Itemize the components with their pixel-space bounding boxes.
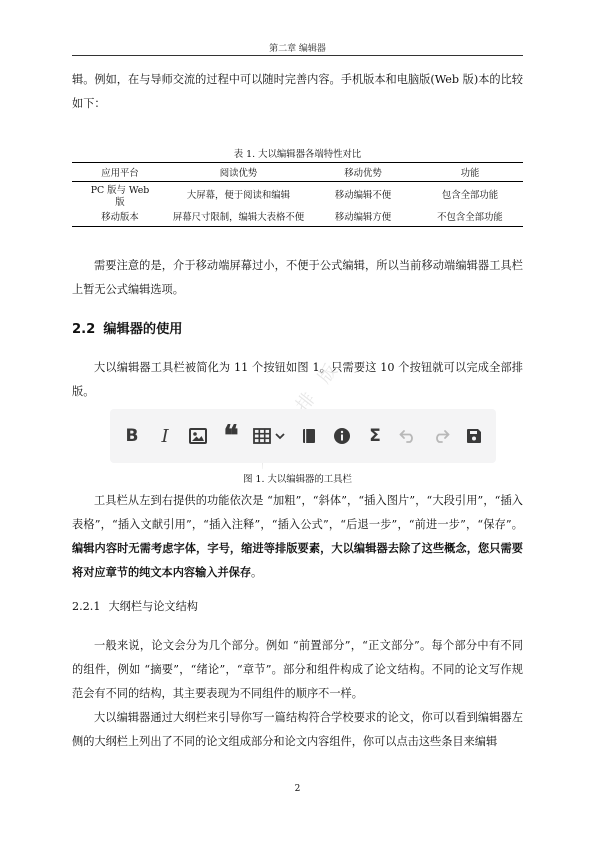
running-header: 第二章 编辑器 [269, 44, 326, 54]
table-header-cell: 移动优势 [309, 163, 417, 182]
paragraph-continuation: 辑。例如，在与导师交流的过程中可以随时完善内容。手机版本和电脑版(Web 版)本的比较如下： [72, 73, 523, 110]
paragraph-mobile-note: 需要注意的是，介于移动端屏幕过小，不便于公式编辑，所以当前移动端编辑器工具栏上暂无公式编辑选项。 [72, 259, 523, 296]
sigma-icon: Σ [369, 426, 381, 446]
italic-icon: I [161, 425, 169, 447]
save-icon [466, 428, 482, 444]
section-number: 2.2 [72, 322, 96, 337]
section-heading-2-2-1 [72, 598, 198, 614]
redo-button[interactable] [429, 424, 453, 448]
undo-button[interactable] [396, 424, 420, 448]
bold-icon: B [125, 426, 139, 446]
image-icon [189, 428, 207, 444]
table-cell: 移动编辑不便 [334, 190, 392, 201]
table-icon [253, 428, 287, 444]
table-row [72, 210, 523, 227]
italic-button[interactable] [153, 424, 177, 448]
section-heading-2-2 [72, 318, 183, 337]
table-cell: 不包含全部功能 [417, 210, 523, 227]
emphasis-text: 编辑内容时无需考虑字体，字号，缩进等排版要素，大以编辑器去除了这些概念，您只需要将对应章节的纯文本内容输入并保存 [72, 542, 523, 579]
info-icon [333, 427, 351, 445]
paragraph-toolbar-intro: 大以编辑器工具栏被简化为 11 个按钮如图 1。只需要这 10 个按钮就可以完成全部排版。 [72, 361, 523, 398]
bold-button[interactable] [120, 424, 144, 448]
table-cell: 移动编辑方便 [309, 210, 417, 227]
figure-caption: 图 1. 大以编辑器的工具栏 [243, 474, 352, 485]
save-button[interactable] [462, 424, 486, 448]
subsection-number: 2.2.1 [72, 600, 101, 613]
table-row [72, 182, 523, 211]
table-cell: 大屏幕，便于阅读和编辑 [186, 190, 291, 201]
sentence-end: 。 [251, 566, 263, 579]
table-header-cell: 阅读优势 [168, 163, 309, 182]
subsection-title: 大纲栏与论文结构 [108, 600, 198, 613]
header-rule [72, 55, 523, 56]
table-cell: 屏幕尺寸限制，编辑大表格不便 [168, 210, 309, 227]
table-header-cell: 应用平台 [72, 163, 168, 182]
table-cell: 移动版本 [72, 210, 168, 227]
block-quote-button[interactable] [219, 419, 243, 452]
paragraph-toolbar-functions [72, 489, 523, 585]
paragraph-outline-bar: 大以编辑器通过大纲栏来引导你写一篇结构符合学校要求的论文，你可以看到编辑器左侧的大纲栏上列出了不同的论文组成部分和论文内容组件，你可以点击这些条目来编辑 [72, 711, 523, 748]
insert-note-button[interactable] [330, 424, 354, 448]
toolbar-functions-text: 工具栏从左到右提供的功能依次是 “加粗”，“斜体”，“插入图片”，“大段引用”，“插入表格”，“插入文献引用”，“插入注释”，“插入公式”，“后退一步”，“前进一步”，“保存”。 [72, 494, 523, 531]
undo-icon [399, 429, 417, 443]
table-cell: 包含全部功能 [441, 190, 499, 201]
editor-toolbar-figure [110, 409, 496, 463]
insert-image-button[interactable] [186, 424, 210, 448]
table-header-cell: 功能 [417, 163, 523, 182]
quote-icon: ❝ [223, 419, 239, 452]
page-number: 2 [294, 784, 301, 794]
table-caption: 表 1. 大以编辑器各端特性对比 [233, 149, 362, 160]
book-icon [302, 428, 316, 444]
insert-citation-button[interactable] [297, 424, 321, 448]
section-title: 编辑器的使用 [103, 322, 183, 337]
insert-table-button[interactable] [252, 424, 288, 448]
paragraph-thesis-structure: 一般来说，论文会分为几个部分。例如 “前置部分”，“正文部分”。每个部分中有不同的组件，例如 “摘要”，“绪论”，“章节”。部分和组件构成了论文结构。不同的论文写作规范会有不同的结构，其主要表现为不同组件的顺序不一样。 [72, 639, 523, 700]
insert-formula-button[interactable] [363, 424, 387, 448]
redo-icon [432, 429, 450, 443]
table-header-row [72, 163, 523, 182]
comparison-table [72, 162, 523, 227]
table-cell: PC 版与 Web 版 [90, 185, 150, 208]
